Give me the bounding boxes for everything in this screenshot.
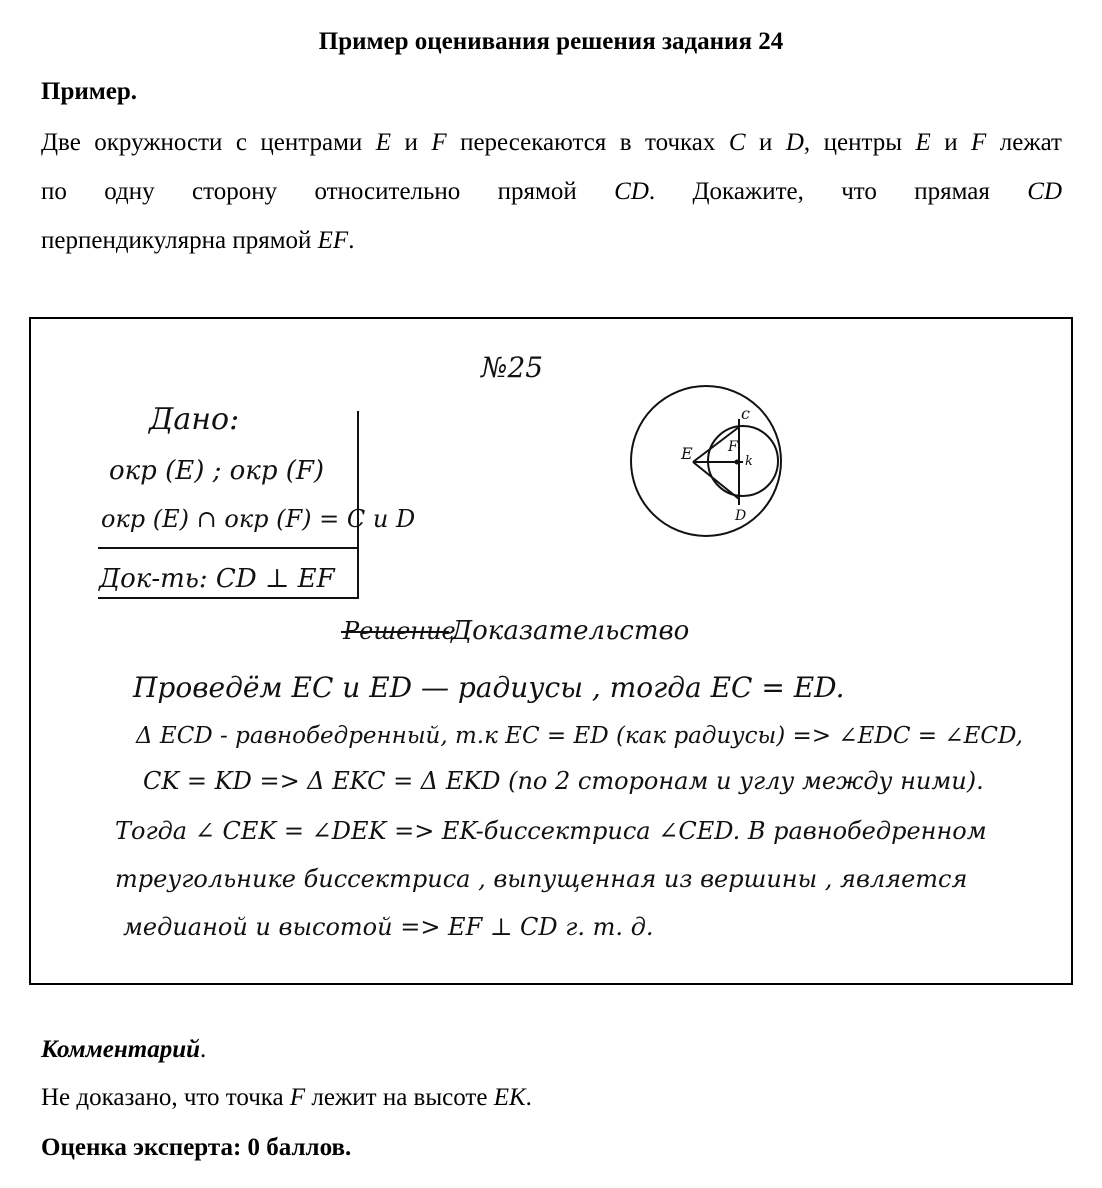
text-fragment: Две окружности с центрами — [41, 129, 376, 156]
proof-line-4: Тогда ∠ CEK = ∠DEK => EK-биссектриса ∠CED. В равнобедренном — [115, 817, 987, 845]
text-fragment: лежат — [986, 129, 1062, 156]
segment-ed — [693, 462, 739, 499]
proof-line-3: CK = KD => Δ EKC = Δ EKD (по 2 сторонам и углу между ними). — [143, 767, 984, 795]
text-fragment: Не доказано, что точка — [41, 1084, 290, 1111]
page-title: Пример оценивания решения задания 24 — [318, 28, 784, 55]
text-fragment: пересекаются в точках — [446, 129, 729, 156]
point-f — [735, 460, 740, 465]
proof-line-2: Δ ECD - равнобедренный, т.к EC = ED (как радиусы) => ∠EDC = ∠ECD, — [136, 723, 1023, 749]
text-fragment: и — [745, 129, 786, 156]
proof-line-1: Проведём EC и ED — радиусы , тогда EC = ED. — [133, 671, 845, 704]
text-fragment: перпендикулярна прямой — [41, 227, 318, 254]
crossed-word: Решение — [343, 617, 456, 645]
proof-title: Доказательство — [451, 616, 690, 646]
math-var: E — [375, 129, 392, 156]
proof-line-5: треугольнике биссектриса , выпущенная из вершины , является — [115, 865, 968, 893]
geometry-figure — [631, 386, 781, 536]
math-var: CD — [1027, 178, 1062, 205]
prove-statement: Док-ть: CD ⊥ EF — [99, 564, 335, 594]
text-fragment: . — [348, 227, 355, 254]
math-var: E — [915, 129, 931, 156]
text-fragment: , центры — [803, 129, 916, 156]
handwritten-solution-scan — [29, 317, 1073, 985]
text-fragment: . — [525, 1084, 532, 1111]
text-fragment: и — [391, 129, 432, 156]
math-var: CD — [614, 178, 649, 205]
proof-line-6: медианой и высотой => EF ⊥ CD г. т. д. — [123, 913, 654, 941]
math-var: EK — [493, 1084, 526, 1111]
math-var: F — [289, 1084, 306, 1111]
problem-statement — [41, 118, 1062, 265]
given-title: Дано: — [149, 402, 240, 437]
comment-label-text: Комментарий — [41, 1036, 201, 1063]
text-fragment: и — [930, 129, 972, 156]
label-f: F — [728, 439, 738, 455]
given-line-1: окр (E) ; окр (F) — [109, 456, 325, 486]
problem-line-1 — [41, 118, 1062, 167]
label-d: D — [735, 508, 747, 524]
label-c: c — [741, 404, 750, 423]
text-fragment: лежит на высоте — [305, 1084, 494, 1111]
math-var: F — [971, 129, 987, 156]
math-var: EF — [317, 227, 349, 254]
problem-line-3 — [41, 216, 1062, 265]
expert-score: Оценка эксперта: 0 баллов. — [41, 1134, 352, 1161]
math-var: F — [431, 129, 447, 156]
text-fragment: по одну сторону относительно прямой — [41, 178, 615, 205]
text-fragment: . Докажите, что прямая — [648, 178, 1028, 205]
handwritten-solution-drawing — [31, 319, 1071, 983]
label-k: k — [745, 454, 753, 469]
comment-text — [41, 1084, 532, 1112]
task-number: №25 — [481, 351, 544, 384]
label-e: E — [681, 444, 693, 463]
problem-line-2 — [41, 167, 1062, 216]
math-var: C — [728, 129, 746, 156]
given-line-2: окр (E) ∩ окр (F) = C и D — [101, 505, 416, 533]
example-label: Пример. — [41, 78, 138, 105]
math-var: D — [785, 129, 804, 156]
comment-label: Комментарий. — [41, 1036, 207, 1063]
